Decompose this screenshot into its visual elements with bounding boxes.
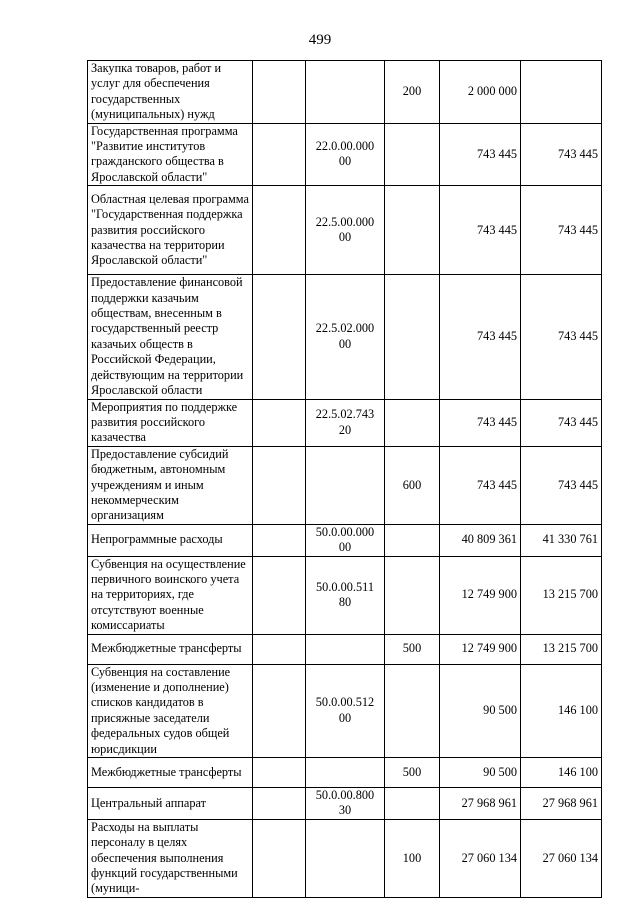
row-amount-2: 743 445 [521,123,602,186]
blank-cell [253,186,306,275]
row-amount-2: 743 445 [521,275,602,399]
row-code: 50.0.00.000 00 [306,524,385,556]
row-name: Межбюджетные трансферты [88,634,253,664]
blank-cell [253,61,306,124]
row-amount-2: 743 445 [521,186,602,275]
row-name: Государственная программа "Развитие институтов гражданского общества в Ярославской области" [88,123,253,186]
blank-cell [253,123,306,186]
row-code [306,758,385,788]
blank-cell [253,446,306,524]
row-code [306,61,385,124]
row-expense-type [385,556,440,634]
row-name: Непрограммные расходы [88,524,253,556]
row-name: Межбюджетные трансферты [88,758,253,788]
row-amount-2: 146 100 [521,758,602,788]
table-row [88,664,602,757]
blank-cell [253,399,306,446]
table-row [88,819,602,897]
blank-cell [253,524,306,556]
row-amount-1: 743 445 [440,275,521,399]
row-expense-type [385,186,440,275]
row-code: 50.0.00.800 30 [306,788,385,820]
table-row [88,399,602,446]
blank-cell [253,819,306,897]
blank-cell [253,556,306,634]
blank-cell [253,275,306,399]
table-row [88,275,602,399]
table-row [88,524,602,556]
table-row [88,446,602,524]
table-row [88,788,602,820]
row-expense-type: 600 [385,446,440,524]
table-row [88,186,602,275]
row-name: Предоставление субсидий бюджетным, автономным учреждениям и иным некоммерческим организациям [88,446,253,524]
row-amount-2 [521,61,602,124]
row-name: Расходы на выплаты персоналу в целях обеспечения выполнения функций государственными (муници- [88,819,253,897]
row-amount-2: 743 445 [521,399,602,446]
blank-cell [253,758,306,788]
row-amount-1: 743 445 [440,123,521,186]
row-name: Субвенция на составление (изменение и дополнение) списков кандидатов в присяжные заседатели федеральных судов общей юрисдикции [88,664,253,757]
row-code: 50.0.00.512 00 [306,664,385,757]
row-name: Областная целевая программа "Государственная поддержка развития российского казачества на территории Ярославской области" [88,186,253,275]
page-number: 499 [308,32,332,48]
row-code: 22.5.00.000 00 [306,186,385,275]
table-row [88,123,602,186]
row-expense-type: 500 [385,758,440,788]
row-name: Субвенция на осуществление первичного воинского учета на территориях, где отсутствуют военные комиссариаты [88,556,253,634]
row-amount-2: 13 215 700 [521,634,602,664]
row-expense-type [385,664,440,757]
row-amount-1: 27 060 134 [440,819,521,897]
row-expense-type [385,123,440,186]
table-row [88,556,602,634]
row-amount-2: 27 060 134 [521,819,602,897]
row-amount-1: 743 445 [440,186,521,275]
row-name: Центральный аппарат [88,788,253,820]
row-amount-1: 90 500 [440,758,521,788]
row-amount-1: 90 500 [440,664,521,757]
row-amount-1: 40 809 361 [440,524,521,556]
row-amount-2: 13 215 700 [521,556,602,634]
row-name: Предоставление финансовой поддержки казачьим обществам, внесенным в государственный реестр казачьих обществ в Российской Федерации, действующим на территории Ярославской области [88,275,253,399]
row-code [306,446,385,524]
row-expense-type [385,788,440,820]
row-expense-type: 500 [385,634,440,664]
table-row [88,634,602,664]
blank-cell [253,788,306,820]
row-expense-type: 100 [385,819,440,897]
row-amount-2: 27 968 961 [521,788,602,820]
row-amount-1: 743 445 [440,446,521,524]
row-expense-type [385,524,440,556]
row-amount-2: 146 100 [521,664,602,757]
row-expense-type: 200 [385,61,440,124]
row-amount-1: 12 749 900 [440,556,521,634]
row-code [306,634,385,664]
blank-cell [253,664,306,757]
row-name: Закупка товаров, работ и услуг для обеспечения государственных (муниципальных) нужд [88,61,253,124]
row-code: 22.5.02.000 00 [306,275,385,399]
row-expense-type [385,275,440,399]
row-code [306,819,385,897]
row-amount-1: 12 749 900 [440,634,521,664]
row-code: 22.0.00.000 00 [306,123,385,186]
row-code: 50.0.00.511 80 [306,556,385,634]
table-row [88,61,602,124]
row-expense-type [385,399,440,446]
row-amount-1: 27 968 961 [440,788,521,820]
blank-cell [253,634,306,664]
row-amount-1: 743 445 [440,399,521,446]
table-row [88,758,602,788]
row-amount-2: 41 330 761 [521,524,602,556]
budget-table [87,60,602,898]
row-amount-2: 743 445 [521,446,602,524]
row-code: 22.5.02.743 20 [306,399,385,446]
row-amount-1: 2 000 000 [440,61,521,124]
row-name: Мероприятия по поддержке развития российского казачества [88,399,253,446]
